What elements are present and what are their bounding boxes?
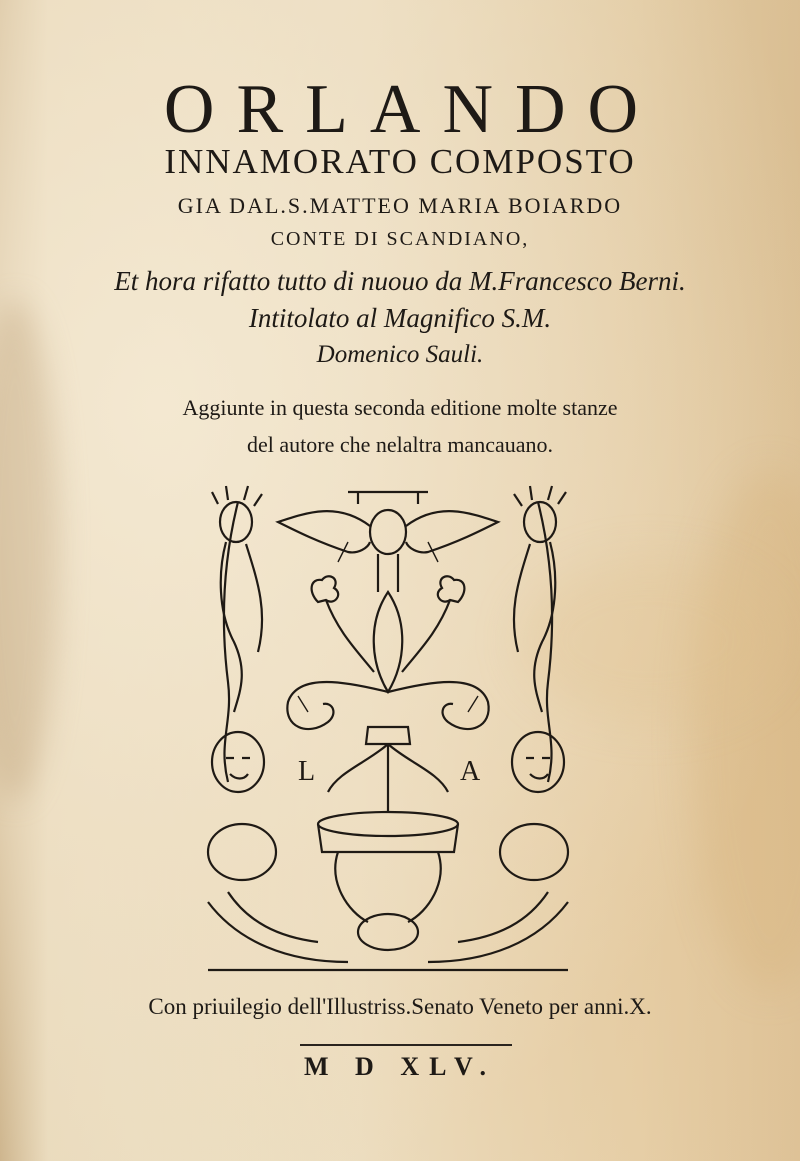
italic-line-1: Et hora rifatto tutto di nuouo da M.Francesco Berni.	[114, 266, 686, 296]
date-rule	[300, 1044, 512, 1046]
privilege-line: Con priuilegio dell'Illustriss.Senato Veneto per anni.X.	[148, 994, 652, 1019]
subtitle-line-3: CONTE DI SCANDIANO,	[270, 228, 530, 250]
publication-date: M D XLV.	[304, 1052, 496, 1081]
addition-line-2: del autore che nelaltra mancauano.	[246, 432, 553, 457]
subtitle-line-2: GIA DAL.S.MATTEO MARIA BOIARDO	[177, 193, 623, 218]
woodcut-initial-left: L	[298, 756, 316, 787]
printer-device-woodcut	[198, 482, 578, 982]
woodcut-initial-right: A	[460, 756, 481, 787]
paper-stain	[0, 300, 60, 800]
italic-line-2: Intitolato al Magnifico S.M.	[248, 303, 552, 333]
italic-line-3: Domenico Sauli.	[316, 341, 484, 368]
paper-stain	[690, 470, 800, 990]
addition-line-1: Aggiunte in questa seconda editione molte stanze	[182, 395, 618, 420]
subtitle-line-1: INNAMORATO COMPOSTO	[164, 142, 636, 181]
book-title: ORLANDO	[163, 71, 661, 148]
